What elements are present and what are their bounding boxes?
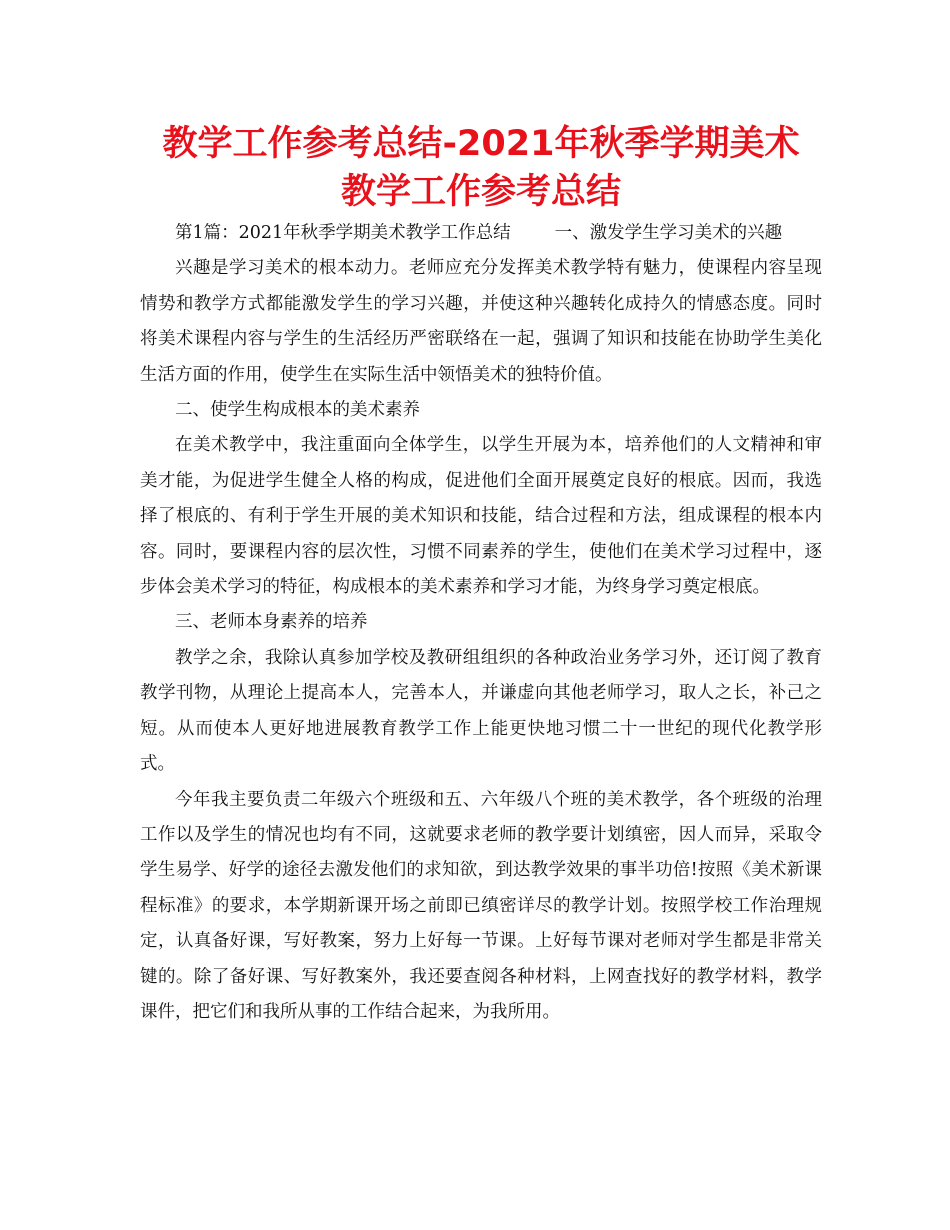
paragraph-7: 今年我主要负责二年级六个班级和五、六年级八个班的美术教学，各个班级的治理工作以及学生的情况也均有不同，这就要求老师的教学要计划缜密，因人而异，采取令学生易学、好学的途径去激发他们的求知欲，到达教学效果的事半功倍!按照《美术新课程标准》的要求，本学期新课开场之前即已缜密详尽的教学计划。按照学校工作治理规定，认真备好课，写好教案，努力上好每一节课。上好每节课对老师对学生都是非常关键的。除了备好课、写好教案外，我还要查阅各种材料，上网查找好的教学材料，教学课件，把它们和我所从事的工作结合起来，为我所用。	[140, 789, 822, 1022]
section-heading-1: 一、激发学生学习美术的兴趣	[554, 223, 783, 243]
document-body	[140, 216, 822, 1030]
section-heading-2: 二、使学生构成根本的美术素养	[175, 400, 420, 421]
paragraph-2: 兴趣是学习美术的根本动力。老师应充分发挥美术教学特有魅力，使课程内容呈现情势和教学方式都能激发学生的学习兴趣，并使这种兴趣转化成持久的情感态度。同时将美术课程内容与学生的生活经历严密联络在一起，强调了知识和技能在协助学生美化生活方面的作用，使学生在实际生活中领悟美术的独特价值。	[140, 258, 822, 385]
section-heading-3: 三、老师本身素养的培养	[175, 612, 368, 633]
document-title: 教学工作参考总结-2021年秋季学期美术教学工作参考总结	[162, 124, 800, 212]
paragraph-1	[140, 216, 822, 251]
paragraph-6: 教学之余，我除认真参加学校及教研组组织的各种政治业务学习外，还订阅了教育教学刊物，从理论上提高本人，完善本人，并谦虚向其他老师学习，取人之长，补己之短。从而使本人更好地进展教育教学工作上能更快地习惯二十一世纪的现代化教学形式。	[140, 647, 822, 775]
paragraph-4: 在美术教学中，我注重面向全体学生，以学生开展为本，培养他们的人文精神和审美才能，为促进学生健全人格的构成，促进他们全面开展奠定良好的根底。因而，我选择了根底的、有利于学生开展的美术知识和技能，结合过程和方法，组成课程的根本内容。同时，要课程内容的层次性，习惯不同素养的学生，使他们在美术学习过程中，逐步体会美术学习的特征，构成根本的美术素养和学习才能，为终身学习奠定根底。	[140, 435, 822, 598]
chapter-heading: 第1篇：2021年秋季学期美术教学工作总结	[175, 223, 511, 243]
